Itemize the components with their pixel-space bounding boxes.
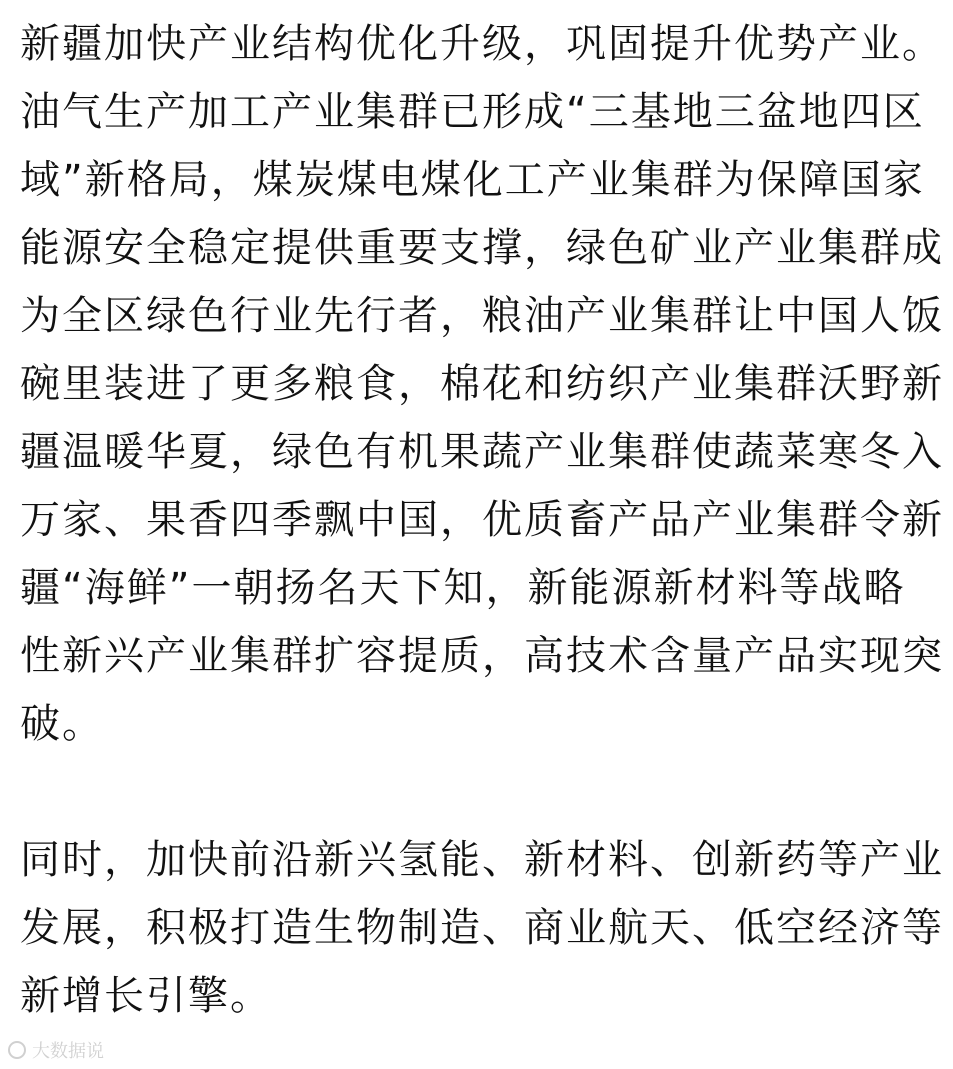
- paragraph-emerging-industries: 同时，加快前沿新兴氢能、新材料、创新药等产业发展，积极打造生物制造、商业航天、低空经济等新增长引擎。: [20, 837, 944, 1019]
- paragraph-industrial-upgrade: 新疆加快产业结构优化升级，巩固提升优势产业。油气生产加工产业集群已形成“三基地三盆地四区域”新格局，煤炭煤电煤化工产业集群为保障国家能源安全稳定提供重要支撑，绿色矿业产业集群成为全区绿色行业先行者，粮油产业集群让中国人饭碗里装进了更多粮食，棉花和纺织产业集群沃野新疆温暖华夏，绿色有机果蔬产业集群使蔬菜寒冬入万家、果香四季飘中国，优质畜产品产业集群令新疆“海鲜”一朝扬名天下知，新能源新材料等战略性新兴产业集群扩容提质，高技术含量产品实现突破。: [20, 21, 944, 747]
- article-body: [20, 10, 945, 1030]
- watermark-text: 大数据说: [32, 1041, 104, 1062]
- watermark-logo-icon: [8, 1041, 26, 1059]
- watermark: [8, 1037, 104, 1063]
